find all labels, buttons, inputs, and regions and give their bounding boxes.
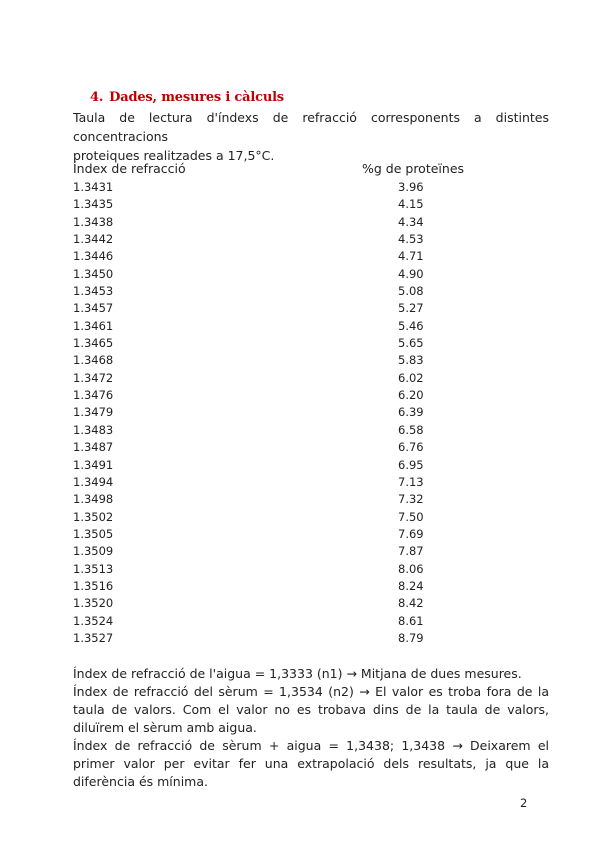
refraction-index-cell: 1.3505 <box>73 526 114 541</box>
intro-paragraph <box>73 108 549 165</box>
protein-percent-cell: 7.32 <box>398 492 424 507</box>
refraction-index-cell: 1.3502 <box>73 509 114 524</box>
protein-percent-cell: 5.46 <box>398 318 424 333</box>
refraction-index-cell: 1.3468 <box>73 353 114 368</box>
table-row <box>73 214 473 231</box>
protein-percent-cell: 8.42 <box>398 596 424 611</box>
protein-percent-cell: 8.61 <box>398 613 424 628</box>
section-heading <box>90 90 284 105</box>
protein-percent-cell: 7.69 <box>398 526 424 541</box>
table-row <box>73 613 473 630</box>
table-row <box>73 370 473 387</box>
protein-percent-cell: 6.39 <box>398 405 424 420</box>
table-row <box>73 283 473 300</box>
table-row <box>73 439 473 456</box>
section-number: 4. <box>90 90 104 105</box>
table-row <box>73 318 473 335</box>
table-row <box>73 543 473 560</box>
refraction-index-cell: 1.3472 <box>73 370 114 385</box>
refraction-index-cell: 1.3527 <box>73 630 114 645</box>
protein-percent-cell: 6.95 <box>398 457 424 472</box>
protein-percent-cell: 3.96 <box>398 180 424 194</box>
table-row <box>73 630 473 647</box>
refraction-index-cell: 1.3524 <box>73 613 114 628</box>
table-row <box>73 457 473 474</box>
protein-percent-cell: 5.83 <box>398 353 424 368</box>
protein-percent-cell: 4.71 <box>398 249 424 264</box>
notes <box>73 665 549 791</box>
protein-percent-cell: 7.13 <box>398 474 424 489</box>
table-row <box>73 352 473 369</box>
protein-percent-cell: 5.65 <box>398 336 424 351</box>
note-serum: Índex de refracció del sèrum = 1,3534 (n2) → El valor es troba fora de la taula de valors. Com el valor no es trobava dins de la taula de valors, diluïrem el sèrum amb aigua. <box>73 684 549 735</box>
table-row <box>73 231 473 248</box>
table-row <box>73 561 473 578</box>
table-row <box>73 387 473 404</box>
table-row <box>73 179 473 196</box>
refraction-index-cell: 1.3498 <box>73 492 114 507</box>
refraction-index-cell: 1.3516 <box>73 578 114 593</box>
refraction-index-cell: 1.3438 <box>73 214 114 229</box>
column-header-index: Índex de refracció <box>73 161 186 176</box>
refraction-index-cell: 1.3457 <box>73 301 114 316</box>
protein-percent-cell: 7.50 <box>398 509 424 524</box>
table-row <box>73 526 473 543</box>
refraction-index-cell: 1.3465 <box>73 336 114 351</box>
refraction-index-cell: 1.3491 <box>73 457 114 472</box>
refraction-index-cell: 1.3431 <box>73 180 114 194</box>
refraction-index-cell: 1.3494 <box>73 474 114 489</box>
protein-percent-cell: 6.02 <box>398 370 424 385</box>
table-row <box>73 509 473 526</box>
note-water: Índex de refracció de l'aigua = 1,3333 (n1) → Mitjana de dues mesures. <box>73 666 522 681</box>
refraction-index-cell: 1.3513 <box>73 561 114 576</box>
protein-percent-cell: 4.34 <box>398 214 424 229</box>
protein-percent-cell: 8.24 <box>398 578 424 593</box>
refraction-index-cell: 1.3520 <box>73 596 114 611</box>
table-row <box>73 474 473 491</box>
refraction-index-cell: 1.3442 <box>73 232 114 247</box>
protein-percent-cell: 7.87 <box>398 544 424 559</box>
refraction-index-cell: 1.3476 <box>73 388 114 403</box>
refraction-index-cell: 1.3479 <box>73 405 114 420</box>
table-row <box>73 248 473 265</box>
table-row <box>73 266 473 283</box>
protein-percent-cell: 4.15 <box>398 197 424 212</box>
column-header-protein: %g de proteïnes <box>362 161 465 176</box>
refraction-index-cell: 1.3461 <box>73 318 114 333</box>
refraction-index-cell: 1.3487 <box>73 440 114 455</box>
table-row <box>73 491 473 508</box>
table-row <box>73 300 473 317</box>
protein-percent-cell: 5.08 <box>398 284 424 299</box>
protein-percent-cell: 6.76 <box>398 440 424 455</box>
table-row <box>73 595 473 612</box>
protein-percent-cell: 6.58 <box>398 422 424 437</box>
protein-percent-cell: 4.90 <box>398 266 424 281</box>
refraction-index-cell: 1.3483 <box>73 422 114 437</box>
refraction-index-cell: 1.3435 <box>73 197 114 212</box>
table-row <box>73 196 473 213</box>
section-title: Dades, mesures i càlculs <box>109 90 284 105</box>
protein-percent-cell: 4.53 <box>398 232 424 247</box>
table-row <box>73 578 473 595</box>
protein-percent-cell: 8.79 <box>398 630 424 645</box>
table-row <box>73 422 473 439</box>
note-serum-water: Índex de refracció de sèrum + aigua = 1,3438; 1,3438 → Deixarem el primer valor per evitar fer una extrapolació dels resultats, ja que la diferència és mínima. <box>73 738 549 789</box>
refraction-table <box>73 179 473 647</box>
refraction-index-cell: 1.3509 <box>73 544 114 559</box>
protein-percent-cell: 8.06 <box>398 561 424 576</box>
intro-line-1: Taula de lectura d'índexs de refracció corresponents a distintes concentracions <box>73 110 549 144</box>
protein-percent-cell: 6.20 <box>398 388 424 403</box>
table-row <box>73 404 473 421</box>
table-row <box>73 335 473 352</box>
page-number: 2 <box>520 796 528 810</box>
refraction-index-cell: 1.3446 <box>73 249 114 264</box>
intro-line-2: proteiques realitzades a 17,5°C. <box>73 148 275 163</box>
protein-percent-cell: 5.27 <box>398 301 424 316</box>
refraction-index-cell: 1.3453 <box>73 284 114 299</box>
refraction-index-cell: 1.3450 <box>73 266 114 281</box>
